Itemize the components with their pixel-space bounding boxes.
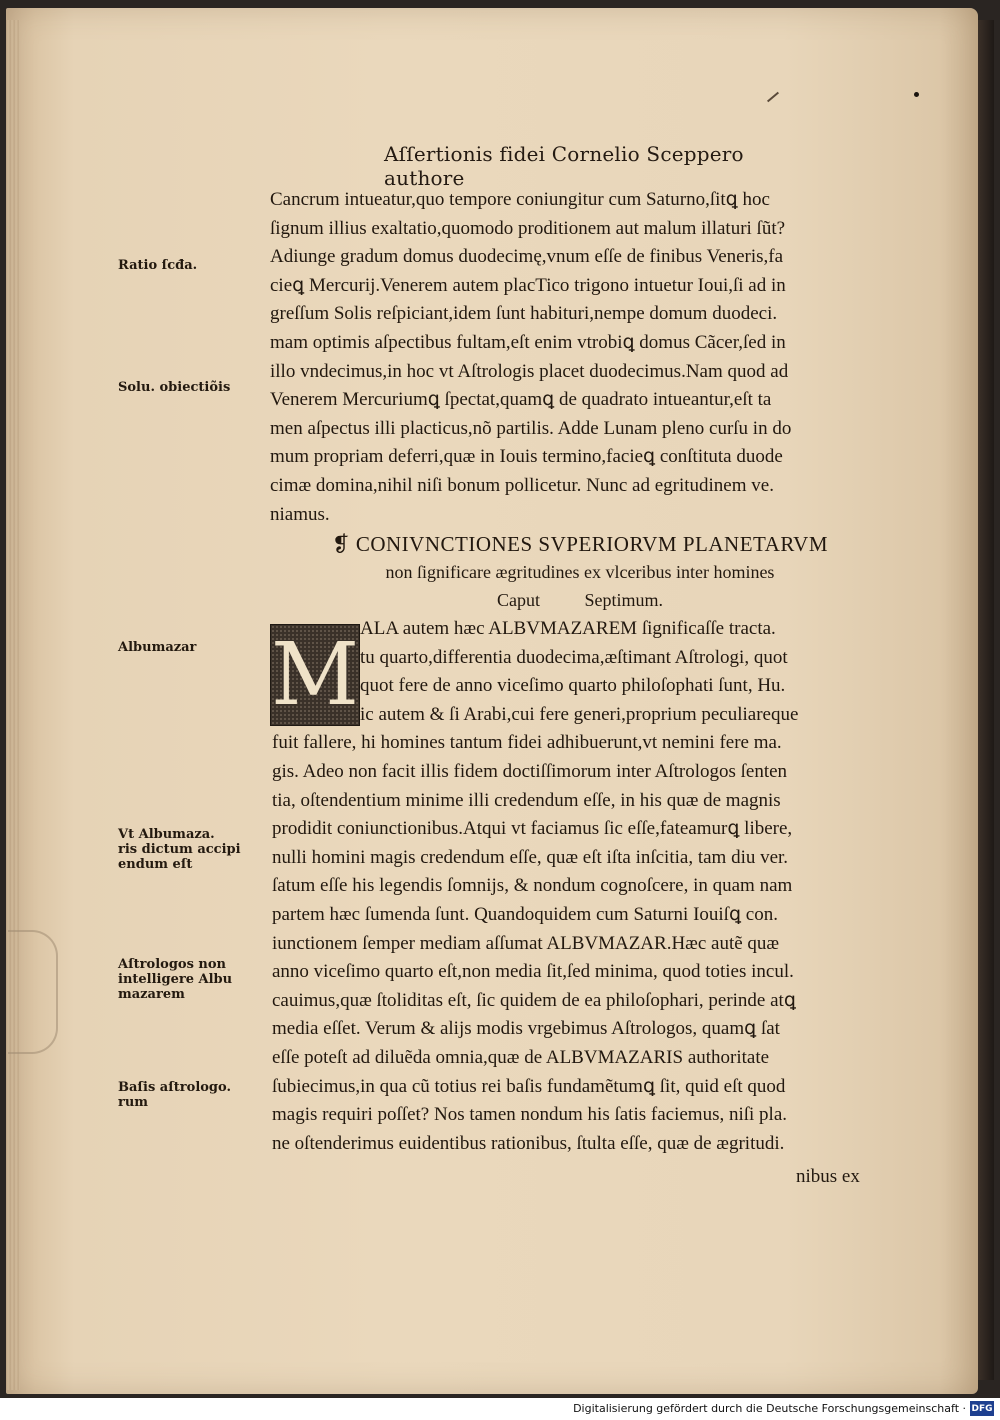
marginal-note-astrologos [118,957,248,1002]
page-edges [6,20,20,1390]
text-line: ſubiecimus,in qua cũ totius rei baſis fundamẽtumꝗ ſit, quid eſt quod [272,1075,786,1097]
marginal-line: mazarem [118,987,185,1002]
marginal-line: Baſis aſtrologo. [118,1080,231,1095]
text-line: greſſum Solis reſpiciant,idem ſunt habituri,nempe domum duodeci. [270,303,778,325]
binding-edge [978,20,994,1380]
text-line: Venerem Mercuriumꝗ ſpectat,quamꝗ de quadrato intueantur,eſt ta [270,389,772,411]
catchword: nibus ex [796,1166,860,1187]
marginal-line: Vt Albumaza. [118,827,215,842]
digitization-footer [0,1398,1000,1420]
text-line: eſſe poteſt ad diluẽda omnia,quæ de ALBVMAZARIS authoritate [272,1046,770,1068]
text-line: partem hæc ſumenda ſunt. Quandoquidem cum Saturni Iouiſꝗ con. [272,903,778,925]
chapter-heading: ❡ CONIVNCTIONES SVPERIORVM PLANETARVM [332,532,828,556]
text-block-2 [272,615,892,1158]
text-line: media eſſet. Verum & alijs modis vrgebimus Aſtrologos, quamꝗ ſat [272,1018,780,1040]
decorated-initial: M [270,625,360,725]
paper-fold-mark [8,930,58,1054]
text-line: ne oſtenderimus euidentibus rationibus, ſtulta eſſe, quæ de ægritudi. [272,1132,785,1154]
text-line: ſatum eſſe his legendis ſomnijs, & nondum cognoſcere, in quam nam [272,875,793,897]
text-line: ic autem & ſi Arabi,cui fere generi,proprium peculiareque [360,703,799,725]
marginal-note-solutio [118,380,248,395]
text-line: ALA autem hæc ALBVMAZAREM ſignificaſſe tracta. [360,618,776,639]
text-line: cauimus,quæ ſtoliditas eſt, ſic quidem de ea philoſophari, perinde atꝗ [272,989,796,1011]
marginal-note-ratio [118,258,248,273]
text-line: nulli homini magis credendum eſſe, quæ eſt iſta inſcitia, tam diu ver. [272,846,789,868]
text-line: Adiunge gradum domus duodecimę,vnum eſſe de finibus Veneris,fa [270,246,784,268]
text-line: prodidit coniunctionibus.Atqui vt faciamus ſic eſſe,fateamurꝗ libere, [272,818,793,840]
marginal-line: Solu. obiectiõis [118,380,231,395]
marginal-line: intelligere Albu [118,972,233,987]
chapter-subheading: non ſignificare ægritudines ex vlceribus inter homines [385,562,775,582]
text-line: tu quarto,differentia duodecima,æſtimant Aſtrologi, quot [360,646,788,668]
text-line: cimæ domina,nihil niſi bonum pollicetur. Nunc ad egritudinem ve. [270,474,774,496]
ink-dot [914,92,919,97]
text-line: iunctionem ſemper mediam aſſumat ALBVMAZAR.Hæc autẽ quæ [272,932,780,954]
text-line: mam optimis aſpectibus fultam,eſt enim vtrobiꝗ domus Cãcer,ſed in [270,331,786,353]
footer-credit: Digitalisierung gefördert durch die Deutsche Forschungsgemeinschaft · [573,1402,966,1415]
text-line: magis requiri poſſet? Nos tamen nondum his ſatis faciemus, niſi pla. [272,1104,788,1126]
chapter-number: Caput Septimum. [497,590,663,610]
text-line: fuit fallere, hi homines tantum fidei adhibuerunt,vt nemini fere ma. [272,732,782,754]
text-line: cieꝗ Mercurij.Venerem autem placTico trigono intuetur Ioui,ſi ad in [270,274,786,296]
marginal-line: rum [118,1095,149,1110]
text-line: illo vndecimus,in hoc vt Aſtrologis placet duodecimus.Nam quod ad [270,360,789,382]
marginal-line: Ratio ſcđa. [118,258,198,273]
text-line: quot fere de anno viceſimo quarto philoſophati ſunt, Hu. [360,675,786,697]
text-line: gis. Adeo non facit illis fidem doctiſſimorum inter Aſtrologos ſenten [272,760,788,782]
text-line: niamus. [270,503,330,525]
marginal-line: ris dictum accipi [118,842,241,857]
text-line: Cancrum intueatur,quo tempore coniungitur cum Saturno,ſitꝗ hoc [270,189,770,210]
text-block-1 [270,186,890,529]
marginal-note-dictum [118,827,248,872]
text-line: mum propriam deferri,quæ in Iouis termino,facieꝗ conſtituta duode [270,446,783,468]
marginal-note-basis [118,1080,248,1110]
text-line: anno viceſimo quarto eſt,non media ſit,ſed minima, quod toties incul. [272,961,794,983]
marginal-line: Aſtrologos non [118,957,226,972]
marginal-line: endum eſt [118,857,193,872]
text-line: ſignum illius exaltatio,quomodo proditionem aut malum illaturi ſũt? [270,217,786,239]
text-line: tia, oſtendentium minime illi credendum eſſe, in his quæ de magnis [272,789,781,811]
running-header: Aſſertionis fidei Cornelio Sceppero authore [384,142,744,190]
marginal-line: Albumazar [118,640,197,655]
marginal-note-albumazar [118,640,248,655]
dfg-logo-icon: DFG [970,1401,994,1416]
text-line: men aſpectus illi placticus,nõ partilis. Adde Lunam pleno curſu in do [270,417,792,439]
